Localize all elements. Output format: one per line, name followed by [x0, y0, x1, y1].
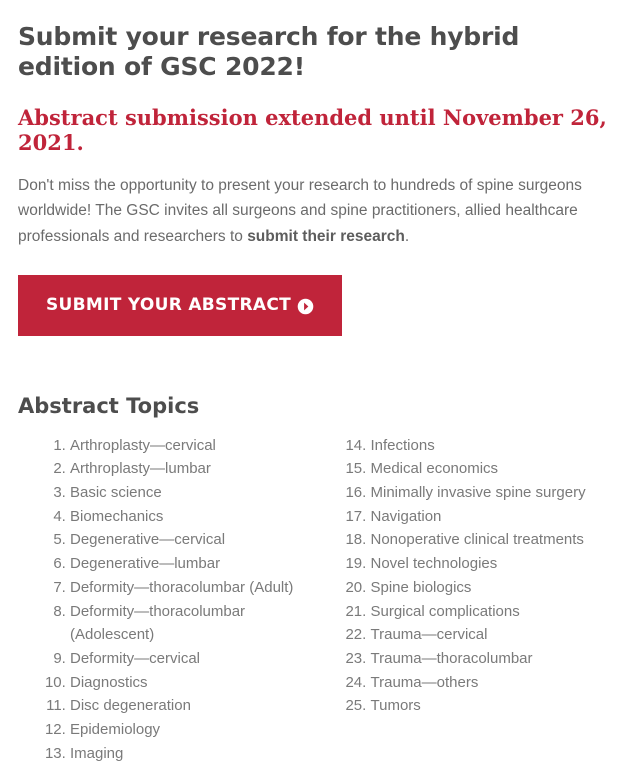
cta-container	[18, 275, 619, 336]
topic-list-item: 6. Degenerative—lumbar	[70, 552, 319, 576]
topic-list-item: 14. Infections	[371, 434, 620, 458]
topics-column-right	[319, 434, 620, 765]
topic-list-item: 8. Deformity—thoracolumbar (Adolescent)	[70, 600, 319, 647]
topic-list-item: 5. Degenerative—cervical	[70, 528, 319, 552]
intro-paragraph	[18, 173, 608, 248]
submit-abstract-button[interactable]	[18, 275, 342, 336]
topic-list-item: 23. Trauma—thoracolumbar	[371, 647, 620, 671]
topics-ordered-list-right	[319, 434, 620, 718]
topic-list-item: 15. Medical economics	[371, 457, 620, 481]
topic-list-item: 9. Deformity—cervical	[70, 647, 319, 671]
deadline-subheading: Abstract submission extended until November 26, 2021.	[18, 105, 607, 156]
topic-list-item: 25. Tumors	[371, 694, 620, 718]
paragraph-emphasis: submit their research	[247, 227, 405, 245]
topic-list-item: 22. Trauma—cervical	[371, 623, 620, 647]
topic-list-item: 10. Diagnostics	[70, 671, 319, 695]
topic-list-item: 16. Minimally invasive spine surgery	[371, 481, 620, 505]
topic-list-item: 12. Epidemiology	[70, 718, 319, 742]
topic-list-item: 19. Novel technologies	[371, 552, 620, 576]
submit-abstract-button-label: SUBMIT YOUR ABSTRACT	[46, 294, 292, 315]
topic-list-item: 24. Trauma—others	[371, 671, 620, 695]
page-title: Submit your research for the hybrid edition of GSC 2022!	[18, 22, 520, 81]
arrow-circle-right-icon	[297, 298, 314, 315]
topic-list-item: 7. Deformity—thoracolumbar (Adult)	[70, 576, 319, 600]
topic-list-item: 13. Imaging	[70, 742, 319, 765]
topics-ordered-list-left	[18, 434, 319, 765]
paragraph-part-2: .	[404, 227, 410, 245]
topic-list-item: 1. Arthroplasty—cervical	[70, 434, 319, 458]
topic-list-item: 4. Biomechanics	[70, 505, 319, 529]
paragraph-part-1: Don't miss the opportunity to present your research to hundreds of spine surgeons worldwide! The GSC invites all surgeons and spine practitioners, allied healthcare professionals and researchers to	[18, 177, 582, 245]
topic-list-item: 2. Arthroplasty—lumbar	[70, 457, 319, 481]
topic-list-item: 18. Nonoperative clinical treatments	[371, 528, 620, 552]
abstract-topics-heading: Abstract Topics	[18, 393, 200, 418]
topic-list-item: 17. Navigation	[371, 505, 620, 529]
topic-list-item: 3. Basic science	[70, 481, 319, 505]
topics-column-left	[18, 434, 319, 765]
topic-list-item: 21. Surgical complications	[371, 600, 620, 624]
topic-list-item: 20. Spine biologics	[371, 576, 620, 600]
abstract-topics-list	[18, 434, 619, 765]
topic-list-item: 11. Disc degeneration	[70, 694, 319, 718]
